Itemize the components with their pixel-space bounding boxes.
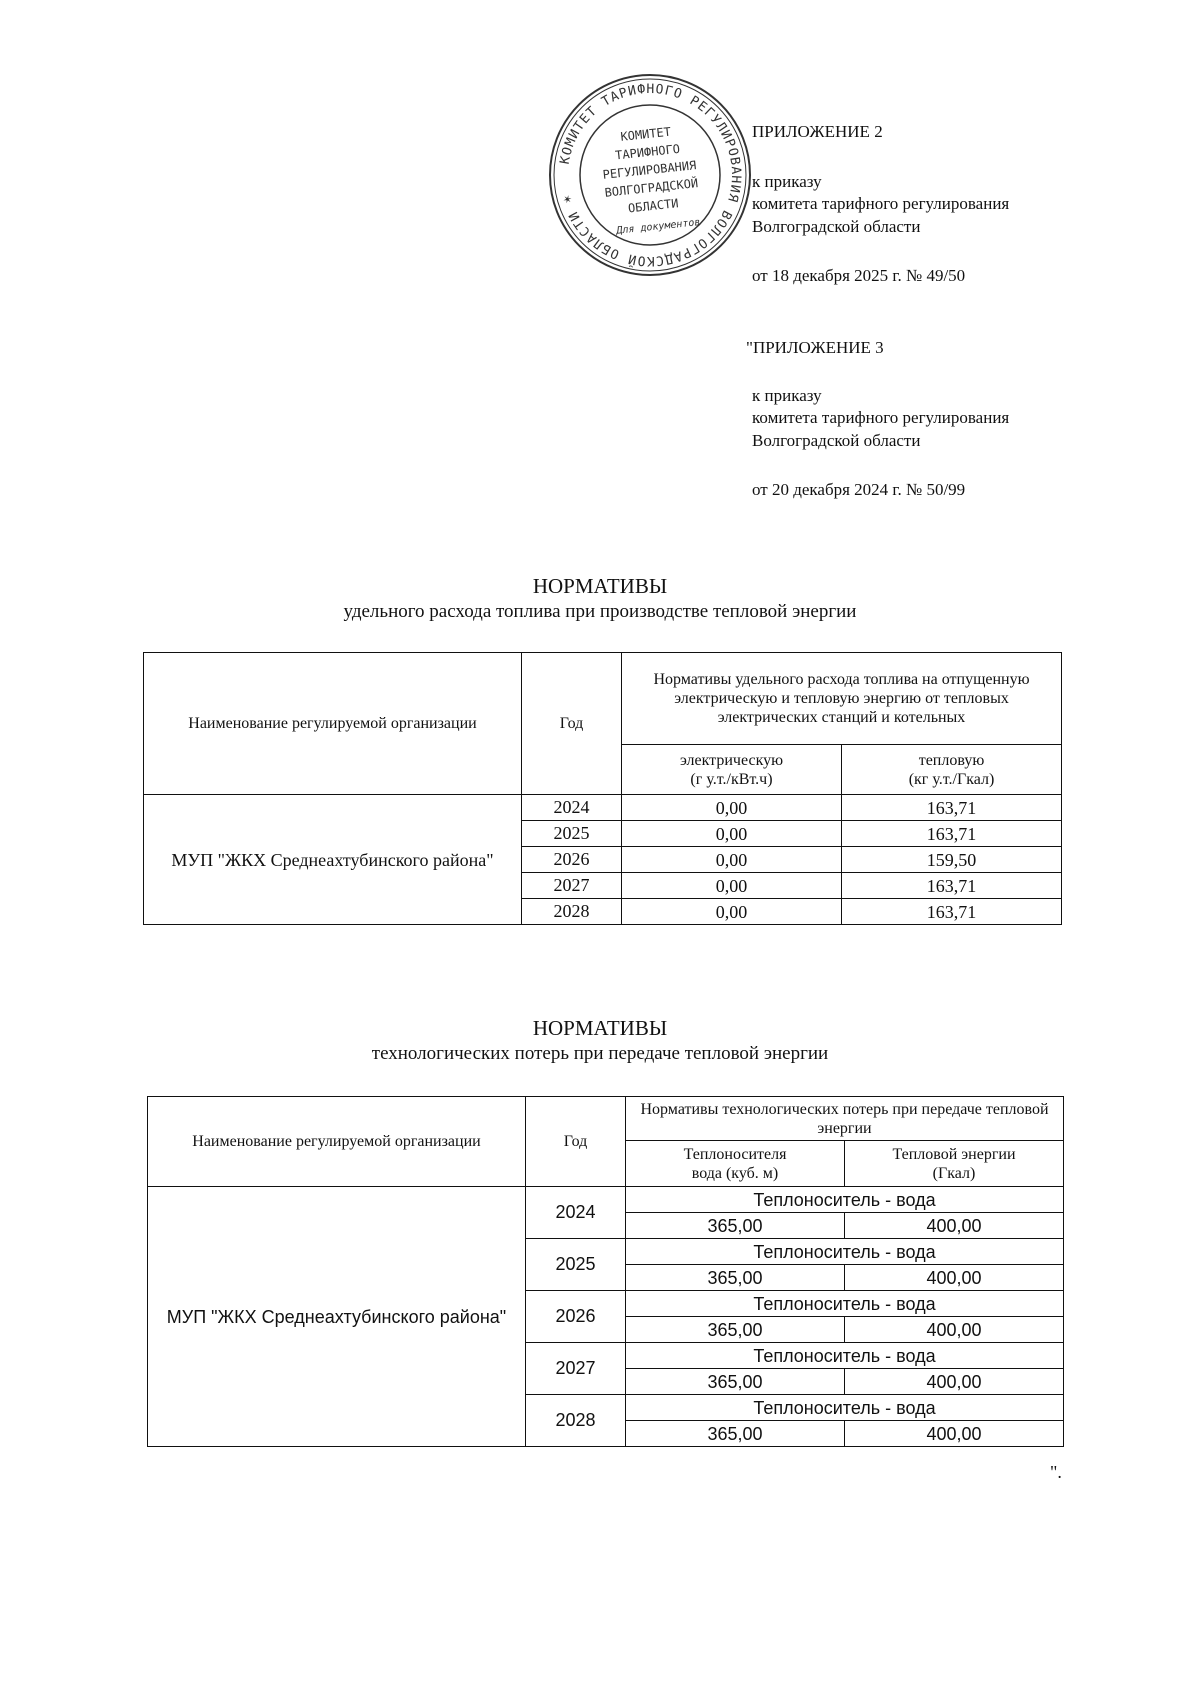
year-cell: 2027: [522, 873, 622, 899]
closing-quote-mark: ".: [1050, 1462, 1062, 1482]
year-cell: 2024: [526, 1187, 626, 1239]
header-thermal: [842, 745, 1062, 795]
carrier-label: Теплоноситель - вода: [626, 1291, 1064, 1317]
header-loss-norms-group: Нормативы технологических потерь при передаче тепловой энергии: [626, 1097, 1064, 1141]
svg-text:Для документов: Для документов: [615, 217, 701, 237]
electric-value: 0,00: [622, 873, 842, 899]
header-thermal-label: тепловую: [918, 751, 985, 769]
header-organization: Наименование регулируемой организации: [144, 653, 522, 795]
thermal-value: 163,71: [842, 899, 1062, 925]
header-electric-label: электрическую: [679, 751, 784, 769]
committee-seal-stamp: [545, 70, 755, 280]
appendix-3-date: от 20 декабря 2024 г. № 50/99: [752, 480, 966, 499]
year-cell: 2025: [526, 1239, 626, 1291]
year-cell: 2028: [526, 1395, 626, 1447]
header-year: Год: [522, 653, 622, 795]
appendix-2-committee: комитета тарифного регулирования: [752, 194, 1010, 213]
year-cell: 2027: [526, 1343, 626, 1395]
header-thermal-unit: (кг у.т./Гкал): [908, 770, 995, 788]
carrier-label: Теплоноситель - вода: [626, 1187, 1064, 1213]
energy-value: 400,00: [845, 1369, 1064, 1395]
header-carrier-label: Теплоносителя: [683, 1145, 787, 1163]
appendix-2-date: от 18 декабря 2025 г. № 49/50: [752, 266, 966, 285]
carrier-value: 365,00: [626, 1421, 845, 1447]
section-1-subtitle: удельного расхода топлива при производстве тепловой энергии: [343, 601, 857, 622]
organization-name: МУП "ЖКХ Среднеахтубинского района": [148, 1187, 526, 1447]
thermal-value: 159,50: [842, 847, 1062, 873]
carrier-label: Теплоноситель - вода: [626, 1239, 1064, 1265]
carrier-label: Теплоноситель - вода: [626, 1395, 1064, 1421]
svg-text:РЕГУЛИРОВАНИЯ: РЕГУЛИРОВАНИЯ: [602, 158, 697, 182]
header-organization: Наименование регулируемой организации: [148, 1097, 526, 1187]
svg-text:ТАРИФНОГО: ТАРИФНОГО: [614, 141, 681, 163]
electric-value: 0,00: [622, 899, 842, 925]
appendix-2-title: ПРИЛОЖЕНИЕ 2: [752, 122, 883, 141]
electric-value: 0,00: [622, 847, 842, 873]
svg-text:ОБЛАСТИ: ОБЛАСТИ: [627, 196, 680, 216]
fuel-consumption-table: [143, 652, 1062, 925]
heat-loss-table: [147, 1096, 1064, 1447]
appendix-2-to-order: к приказу: [752, 172, 822, 191]
section-1-title: НОРМАТИВЫ: [532, 574, 668, 598]
carrier-value: 365,00: [626, 1213, 845, 1239]
energy-value: 400,00: [845, 1317, 1064, 1343]
section-2-subtitle: технологических потерь при передаче тепловой энергии: [371, 1043, 829, 1064]
header-energy-unit: (Гкал): [932, 1164, 976, 1182]
electric-value: 0,00: [622, 795, 842, 821]
header-year: Год: [526, 1097, 626, 1187]
thermal-value: 163,71: [842, 821, 1062, 847]
svg-text:КОМИТЕТ ТАРИФНОГО РЕГУЛИРОВАНИ: КОМИТЕТ ТАРИФНОГО РЕГУЛИРОВАНИЯ ВОЛГОГРАДСКОЙ ОБЛАСТИ ✶: [557, 81, 744, 269]
electric-value: 0,00: [622, 821, 842, 847]
energy-value: 400,00: [845, 1265, 1064, 1291]
header-carrier: [626, 1141, 845, 1187]
appendix-3-committee: комитета тарифного регулирования: [752, 408, 1010, 427]
energy-value: 400,00: [845, 1213, 1064, 1239]
thermal-value: 163,71: [842, 795, 1062, 821]
header-energy: [845, 1141, 1064, 1187]
thermal-value: 163,71: [842, 873, 1062, 899]
organization-name: МУП "ЖКХ Среднеахтубинского района": [144, 795, 522, 925]
header-fuel-norms-group: Нормативы удельного расхода топлива на отпущенную электрическую и тепловую энергию от тепловых электрических станций и котельных: [622, 653, 1062, 745]
year-cell: 2024: [522, 795, 622, 821]
header-carrier-unit: вода (куб. м): [691, 1164, 779, 1182]
header-energy-label: Тепловой энергии: [892, 1145, 1016, 1163]
carrier-value: 365,00: [626, 1369, 845, 1395]
year-cell: 2025: [522, 821, 622, 847]
year-cell: 2026: [526, 1291, 626, 1343]
header-electric-unit: (г у.т./кВт.ч): [690, 770, 773, 788]
table-row: [144, 795, 1062, 821]
appendix-3-to-order: к приказу: [752, 386, 822, 405]
carrier-value: 365,00: [626, 1317, 845, 1343]
section-2-title: НОРМАТИВЫ: [532, 1016, 668, 1040]
svg-text:КОМИТЕТ: КОМИТЕТ: [619, 124, 672, 144]
year-cell: 2026: [522, 847, 622, 873]
year-cell: 2028: [522, 899, 622, 925]
header-electric: [622, 745, 842, 795]
carrier-label: Теплоноситель - вода: [626, 1343, 1064, 1369]
appendix-2-region: Волгоградской области: [752, 217, 921, 236]
energy-value: 400,00: [845, 1421, 1064, 1447]
appendix-3-title: "ПРИЛОЖЕНИЕ 3: [746, 338, 884, 357]
carrier-value: 365,00: [626, 1265, 845, 1291]
appendix-3-region: Волгоградской области: [752, 431, 921, 450]
svg-text:ВОЛГОГРАДСКОЙ: ВОЛГОГРАДСКОЙ: [603, 176, 699, 200]
table-row: [148, 1187, 1064, 1213]
